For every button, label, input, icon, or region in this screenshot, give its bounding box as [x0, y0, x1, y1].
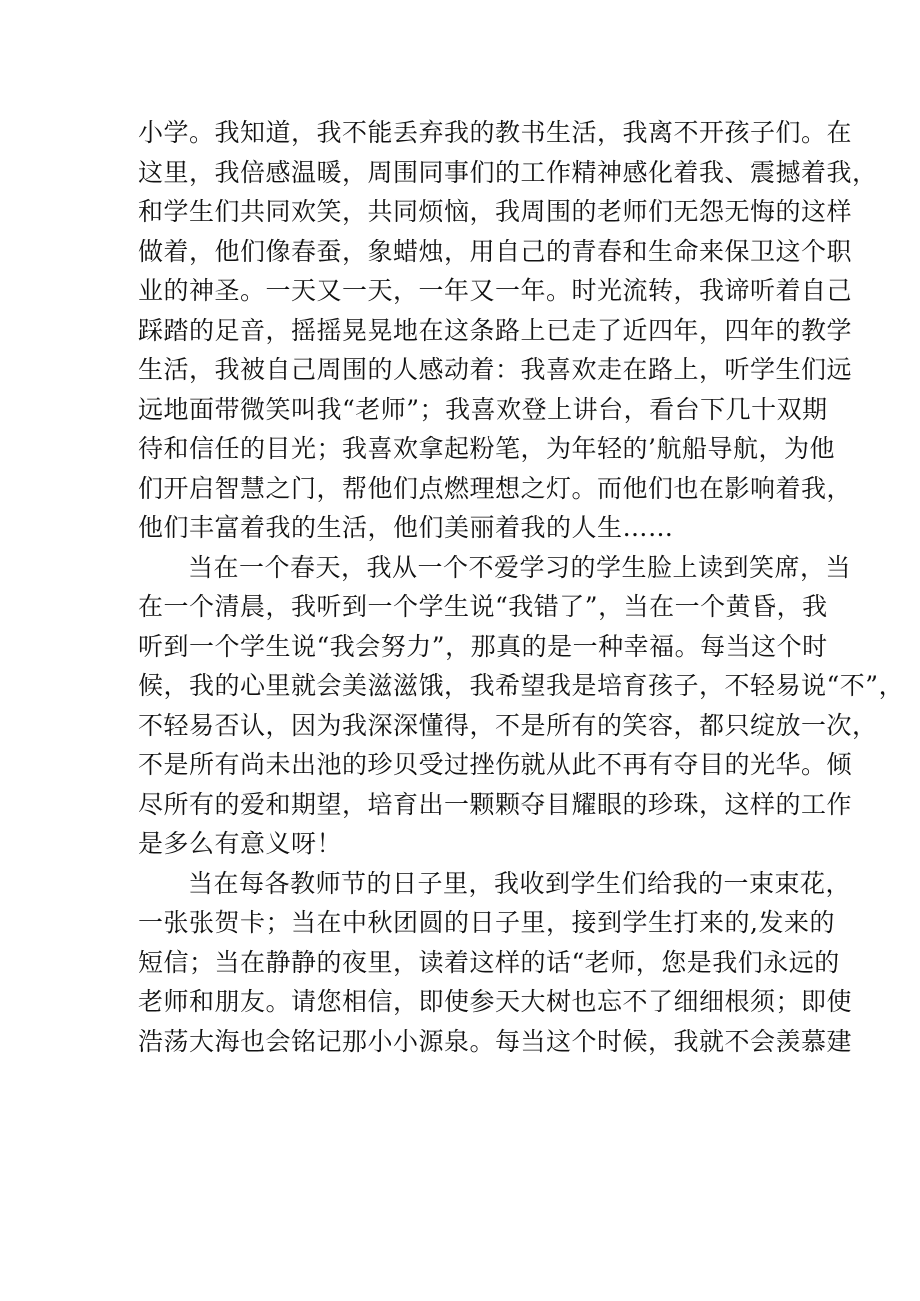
text-line: 是多么有意义呀！	[138, 829, 343, 858]
text-line: 和学生们共同欢笑，共同烦恼，我周围的老师们无怨无悔的这样	[138, 197, 853, 226]
body-text	[138, 113, 905, 1061]
paragraph-first-line: 当在每各教师节的日子里，我收到学生们给我的一束束花，	[188, 868, 852, 898]
text-line: 一张张贺卡；当在中秋团圆的日子里，接到学生打来的,发来的	[138, 908, 835, 937]
text-line: 老师和朋友。请您相信，即使参天大树也忘不了细细根须；即使	[138, 987, 853, 1016]
text-line: 浩荡大海也会铭记那小小源泉。每当这个时候，我就不会羡慕建	[138, 1026, 853, 1056]
paragraph-first-line: 当在一个春天，我从一个不爱学习的学生脸上读到笑席，当	[188, 552, 852, 582]
text-line: 尽所有的爱和期望，培育出一颗颗夺目耀眼的珍珠，这样的工作	[138, 789, 853, 819]
text-line: 小学。我知道，我不能丢弃我的教书生活，我离不开孩子们。在	[138, 118, 853, 147]
text-line: 这里，我倍感温暖，周围同事们的工作精神感化着我、震撼着我，	[138, 157, 878, 187]
text-line: 们开启智慧之门，帮他们点燃理想之灯。而他们也在影响着我，	[138, 473, 853, 503]
text-line: 候，我的心里就会美滋滋饿，我希望我是培育孩子，不轻易说“不”，	[138, 671, 905, 700]
text-line: 业的神圣。一天又一天，一年又一年。时光流转，我谛听着自己	[138, 276, 853, 305]
text-line: 做着，他们像春蚕，象蜡烛，用自己的青春和生命来保卫这个职	[138, 236, 853, 266]
text-line: 他们丰富着我的生活，他们美丽着我的人生……	[138, 513, 674, 542]
text-line: 不轻易否认，因为我深深懂得，不是所有的笑容，都只绽放一次，	[138, 710, 878, 740]
text-line: 远地面带微笑叫我“老师”；我喜欢登上讲台，看台下几十双期	[138, 394, 828, 424]
text-line: 踩踏的足音，摇摇晃晃地在这条路上已走了近四年，四年的教学	[138, 315, 853, 345]
text-line: 短信；当在静静的夜里，读着这样的话“老师，您是我们永远的	[138, 947, 840, 977]
text-line: 生活，我被自己周围的人感动着：我喜欢走在路上，听学生们远	[138, 355, 853, 384]
text-line: 听到一个学生说“我会努力”，那真的是一种幸福。每当这个时	[138, 631, 828, 661]
text-line: 待和信任的目光；我喜欢拿起粉笔，为年轻的’航船导航，为他	[138, 434, 835, 463]
text-line: 在一个清晨，我听到一个学生说“我错了”，当在一个黄昏，我	[138, 592, 828, 621]
text-line: 不是所有尚未出池的珍贝受过挫伤就从此不再有夺目的光华。倾	[138, 750, 853, 779]
